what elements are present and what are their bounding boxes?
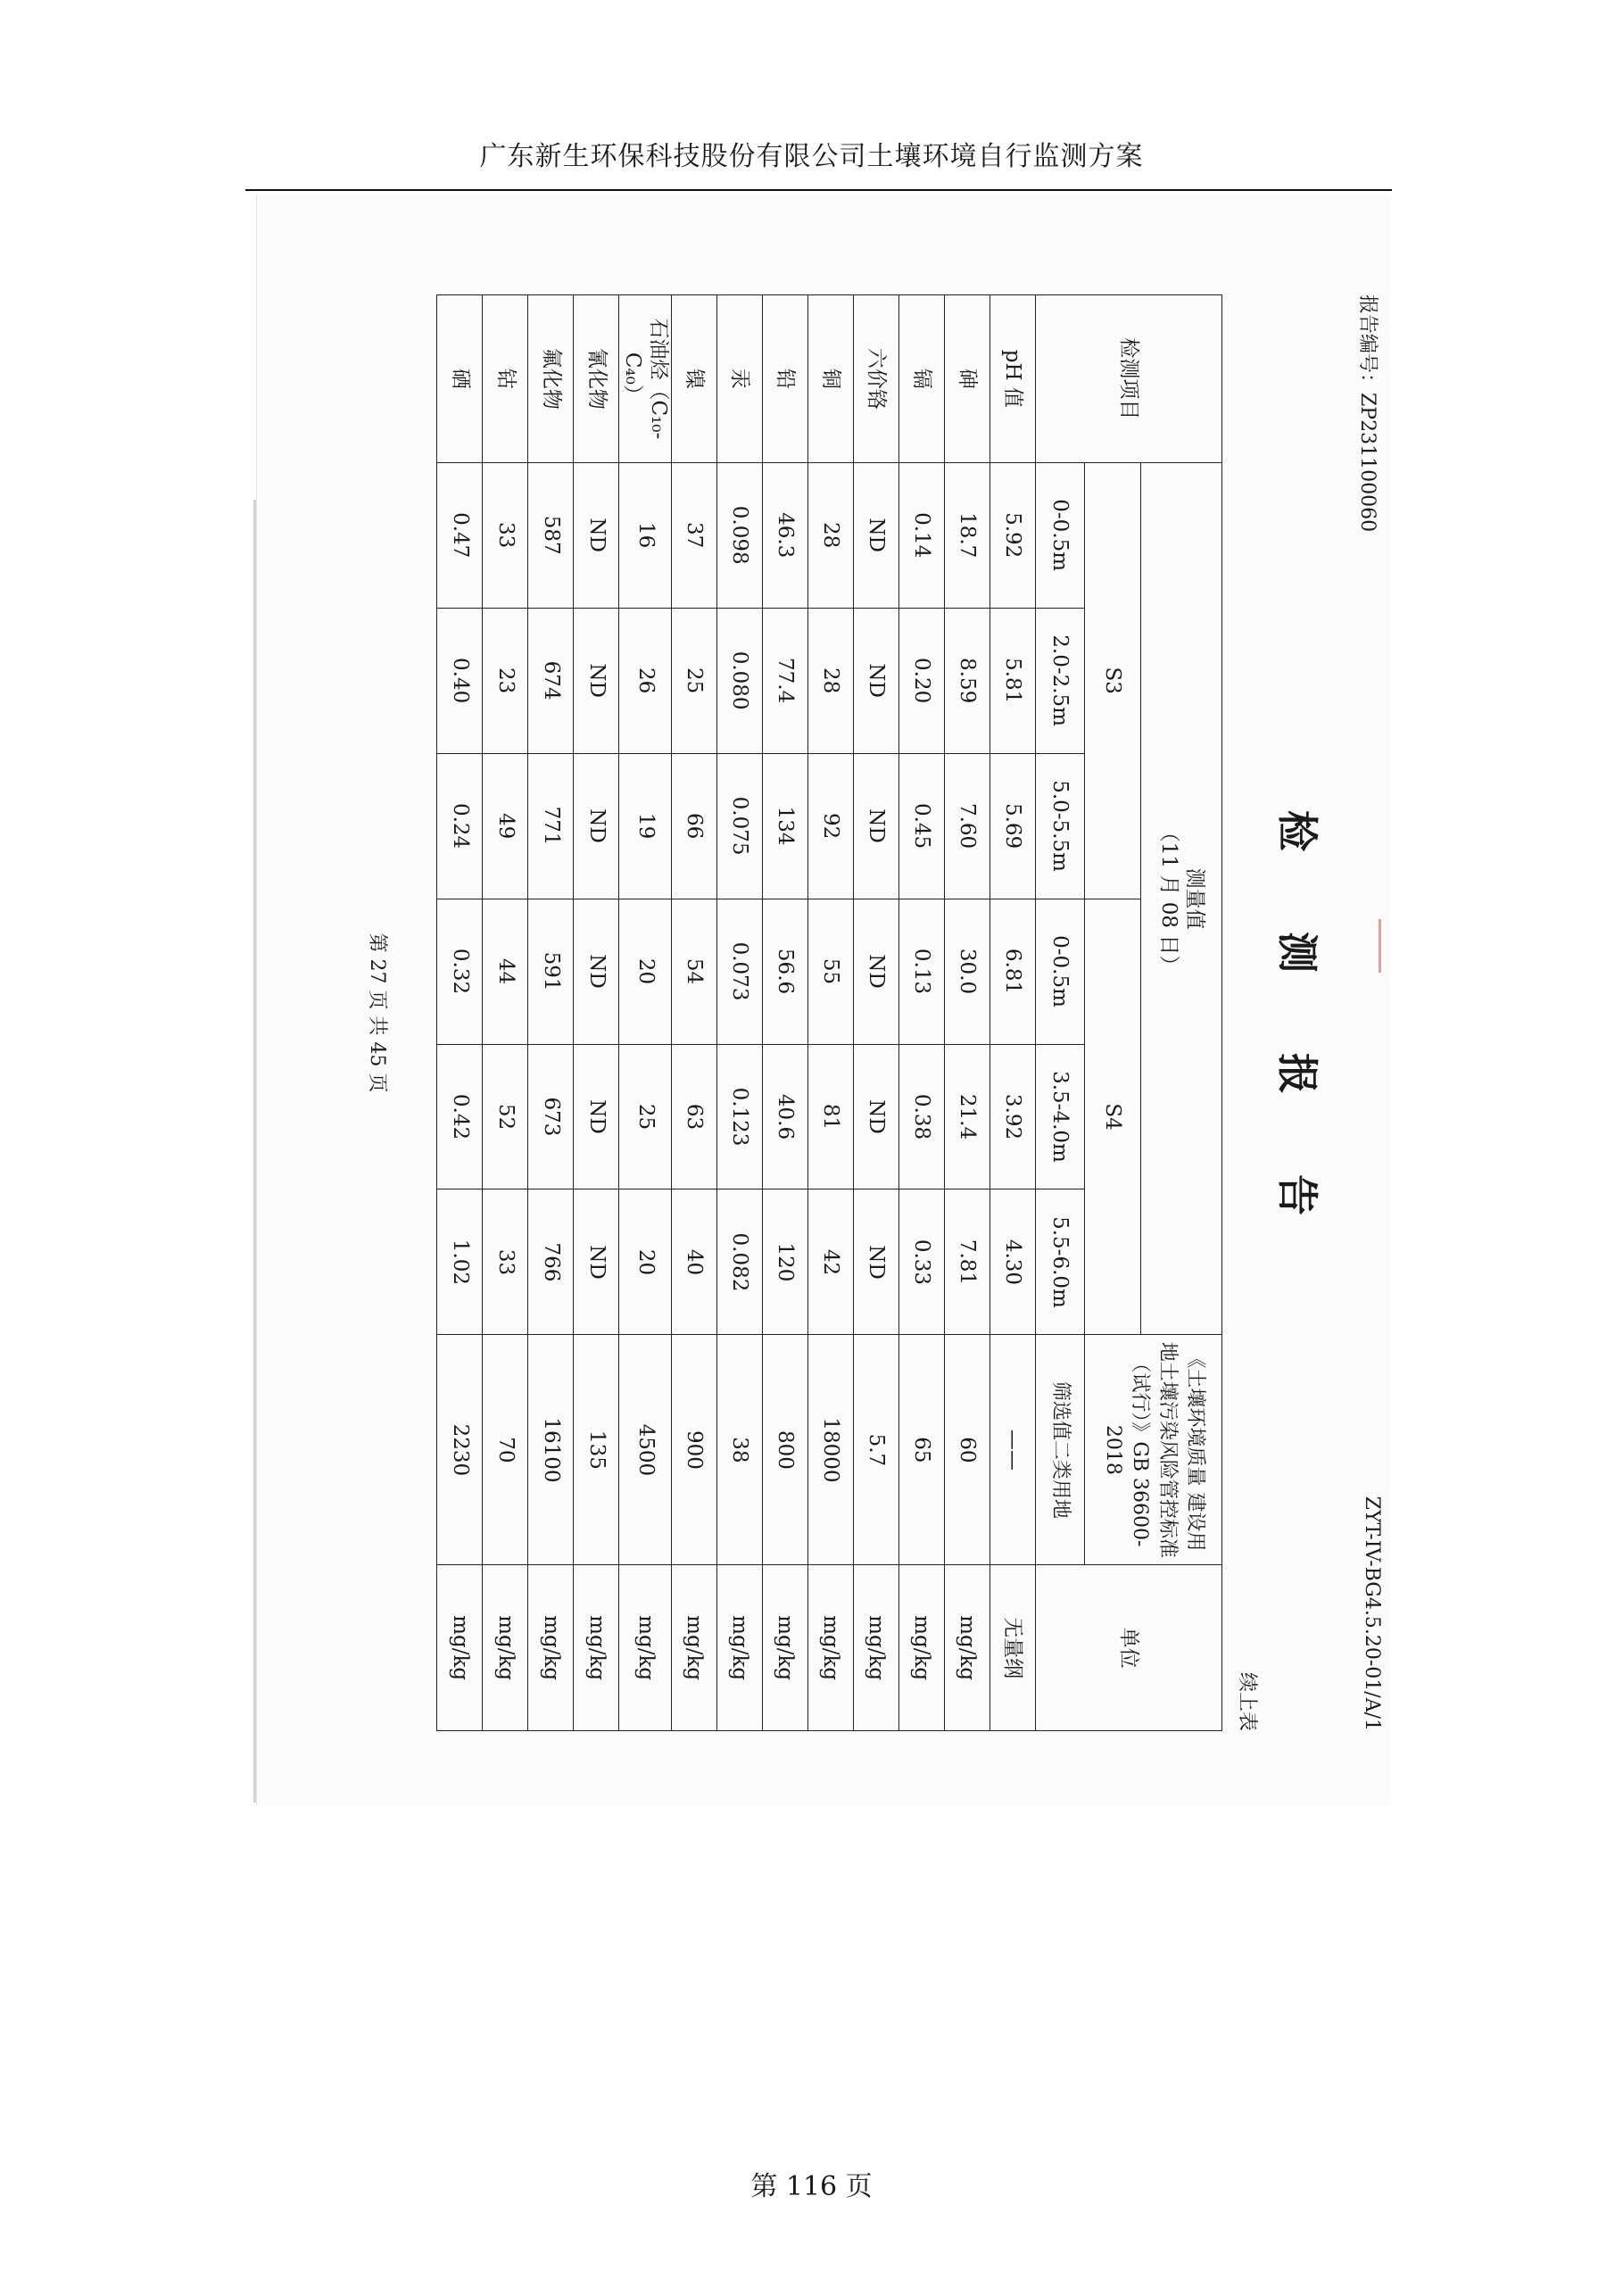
value-cell: 0.14 (899, 462, 945, 608)
value-cell: 0.32 (437, 899, 483, 1044)
value-cell: 40 (672, 1189, 717, 1335)
value-cell: 587 (528, 462, 574, 608)
value-cell: 56.6 (763, 899, 808, 1044)
header-date: （11 月 08 日） (1157, 821, 1180, 976)
form-code: ZYT-IV-BG4.5.20-01/A/1 (1361, 1496, 1383, 1731)
value-cell: 0.073 (717, 899, 763, 1044)
value-cell: 0.42 (437, 1044, 483, 1189)
value-cell: 28 (808, 608, 854, 753)
value-cell: 4.30 (990, 1189, 1036, 1335)
value-cell: 0.13 (899, 899, 945, 1044)
value-cell: 44 (483, 899, 528, 1044)
header-rule (245, 189, 1392, 191)
depth-header: 5.0-5.5m (1036, 753, 1085, 899)
value-cell: 20 (619, 1189, 672, 1335)
unit-cell: mg/kg (945, 1565, 990, 1731)
value-cell: 63 (672, 1044, 717, 1189)
unit-cell: mg/kg (483, 1565, 528, 1731)
value-cell: 7.60 (945, 753, 990, 899)
header-measured-label: 测量值 (1182, 867, 1206, 930)
value-cell: 0.20 (899, 608, 945, 753)
value-cell: 5.92 (990, 462, 1036, 608)
table-row (945, 295, 990, 1731)
unit-cell: mg/kg (899, 1565, 945, 1731)
item-cell: 镍 (672, 295, 717, 463)
value-cell: 55 (808, 899, 854, 1044)
standard-cell: 18000 (808, 1335, 854, 1565)
standard-cell: 800 (763, 1335, 808, 1565)
item-cell: 铜 (808, 295, 854, 463)
table-row (528, 295, 574, 1731)
standard-cell: 38 (717, 1335, 763, 1565)
value-cell: 19 (619, 753, 672, 899)
item-cell: 氟化物 (528, 295, 574, 463)
value-cell: 30.0 (945, 899, 990, 1044)
unit-cell: mg/kg (528, 1565, 574, 1731)
value-cell: ND (854, 753, 899, 899)
continued-label: 续上表 (1236, 1671, 1258, 1731)
page-footer: 第 116 页 (750, 2171, 873, 2202)
value-cell: 54 (672, 899, 717, 1044)
value-cell: 1.02 (437, 1189, 483, 1335)
value-cell: 771 (528, 753, 574, 899)
value-cell: 28 (808, 462, 854, 608)
value-cell: 0.098 (717, 462, 763, 608)
unit-cell: 无量纲 (990, 1565, 1036, 1731)
report-number: 报告编号：ZP231100060 (1356, 294, 1379, 533)
value-cell: 0.40 (437, 608, 483, 753)
value-cell: 20 (619, 899, 672, 1044)
value-cell: 81 (808, 1044, 854, 1189)
value-cell: 0.33 (899, 1189, 945, 1335)
value-cell: 673 (528, 1044, 574, 1189)
depth-header: 0-0.5m (1036, 462, 1085, 608)
value-cell: ND (574, 462, 619, 608)
site-s4: S4 (1085, 899, 1141, 1335)
value-cell: 77.4 (763, 608, 808, 753)
rotated-report (321, 294, 1383, 1731)
unit-cell: mg/kg (808, 1565, 854, 1731)
value-cell: ND (574, 899, 619, 1044)
value-cell: 0.082 (717, 1189, 763, 1335)
value-cell: 46.3 (763, 462, 808, 608)
standard-cell: 2230 (437, 1335, 483, 1565)
item-cell: 钴 (483, 295, 528, 463)
item-cell: 汞 (717, 295, 763, 463)
item-cell: 六价铬 (854, 295, 899, 463)
table-row (717, 295, 763, 1731)
value-cell: 766 (528, 1189, 574, 1335)
unit-cell: mg/kg (763, 1565, 808, 1731)
unit-cell: mg/kg (854, 1565, 899, 1731)
value-cell: ND (574, 608, 619, 753)
item-cell: 硒 (437, 295, 483, 463)
value-cell: 23 (483, 608, 528, 753)
value-cell: 0.38 (899, 1044, 945, 1189)
table-row (990, 295, 1036, 1731)
report-title: 检测报告 (1273, 810, 1321, 1296)
table-row (899, 295, 945, 1731)
table-row (808, 295, 854, 1731)
item-cell: pH 值 (990, 295, 1036, 463)
value-cell: 25 (619, 1044, 672, 1189)
header-item: 检测项目 (1036, 295, 1222, 463)
depth-header: 2.0-2.5m (1036, 608, 1085, 753)
header-standard: 《土壤环境质量 建设用地土壤污染风险管控标准（试行）》GB 36600-2018 (1085, 1335, 1222, 1565)
value-cell: 66 (672, 753, 717, 899)
value-cell: 8.59 (945, 608, 990, 753)
item-cell: 镉 (899, 295, 945, 463)
value-cell: 37 (672, 462, 717, 608)
standard-cell: 5.7 (854, 1335, 899, 1565)
unit-cell: mg/kg (619, 1565, 672, 1731)
item-cell: 砷 (945, 295, 990, 463)
value-cell: 5.81 (990, 608, 1036, 753)
value-cell: 16 (619, 462, 672, 608)
value-cell: 120 (763, 1189, 808, 1335)
value-cell: 40.6 (763, 1044, 808, 1189)
depth-header: 5.5-6.0m (1036, 1189, 1085, 1335)
standard-cell: 4500 (619, 1335, 672, 1565)
site-s3: S3 (1085, 462, 1141, 899)
value-cell: 0.123 (717, 1044, 763, 1189)
unit-cell: mg/kg (717, 1565, 763, 1731)
unit-cell: mg/kg (574, 1565, 619, 1731)
value-cell: 26 (619, 608, 672, 753)
value-cell: 25 (672, 608, 717, 753)
value-cell: 49 (483, 753, 528, 899)
value-cell: 21.4 (945, 1044, 990, 1189)
item-cell: 石油烃（C₁₀-C₄₀） (619, 295, 672, 463)
table-row (437, 295, 483, 1731)
value-cell: ND (854, 462, 899, 608)
value-cell: ND (854, 608, 899, 753)
value-cell: 591 (528, 899, 574, 1044)
value-cell: 5.69 (990, 753, 1036, 899)
value-cell: 33 (483, 462, 528, 608)
value-cell: ND (854, 899, 899, 1044)
standard-cell: 16100 (528, 1335, 574, 1565)
unit-cell: mg/kg (672, 1565, 717, 1731)
value-cell: 0.075 (717, 753, 763, 899)
value-cell: 6.81 (990, 899, 1036, 1044)
value-cell: 674 (528, 608, 574, 753)
standard-cell: 60 (945, 1335, 990, 1565)
header-standard-sub: 筛选值二类用地 (1036, 1335, 1085, 1565)
depth-header: 0-0.5m (1036, 899, 1085, 1044)
table-row (574, 295, 619, 1731)
value-cell: ND (854, 1189, 899, 1335)
table-row (854, 295, 899, 1731)
unit-cell: mg/kg (437, 1565, 483, 1731)
value-cell: 0.45 (899, 753, 945, 899)
results-table (437, 294, 1223, 1731)
value-cell: ND (574, 1189, 619, 1335)
value-cell: 0.080 (717, 608, 763, 753)
header-unit: 单位 (1036, 1565, 1222, 1731)
table-row (619, 295, 672, 1731)
report-page-number: 第 27 页 共 45 页 (366, 932, 388, 1093)
value-cell: 7.81 (945, 1189, 990, 1335)
value-cell: 0.24 (437, 753, 483, 899)
value-cell: 52 (483, 1044, 528, 1189)
value-cell: 0.47 (437, 462, 483, 608)
value-cell: 3.92 (990, 1044, 1036, 1189)
value-cell: ND (574, 753, 619, 899)
standard-cell: 135 (574, 1335, 619, 1565)
table-row (483, 295, 528, 1731)
table-row (672, 295, 717, 1731)
standard-cell: 70 (483, 1335, 528, 1565)
scan-edge (253, 500, 256, 1803)
value-cell: ND (854, 1044, 899, 1189)
value-cell: 42 (808, 1189, 854, 1335)
item-cell: 铅 (763, 295, 808, 463)
item-cell: 氰化物 (574, 295, 619, 463)
standard-cell: —— (990, 1335, 1036, 1565)
value-cell: 33 (483, 1189, 528, 1335)
page-header: 广东新生环保科技股份有限公司土壤环境自行监测方案 (479, 141, 1144, 172)
value-cell: 92 (808, 753, 854, 899)
standard-cell: 900 (672, 1335, 717, 1565)
value-cell: 134 (763, 753, 808, 899)
depth-header: 3.5-4.0m (1036, 1044, 1085, 1189)
value-cell: ND (574, 1044, 619, 1189)
standard-cell: 65 (899, 1335, 945, 1565)
table-row (763, 295, 808, 1731)
value-cell: 18.7 (945, 462, 990, 608)
header-measured (1141, 462, 1222, 1335)
